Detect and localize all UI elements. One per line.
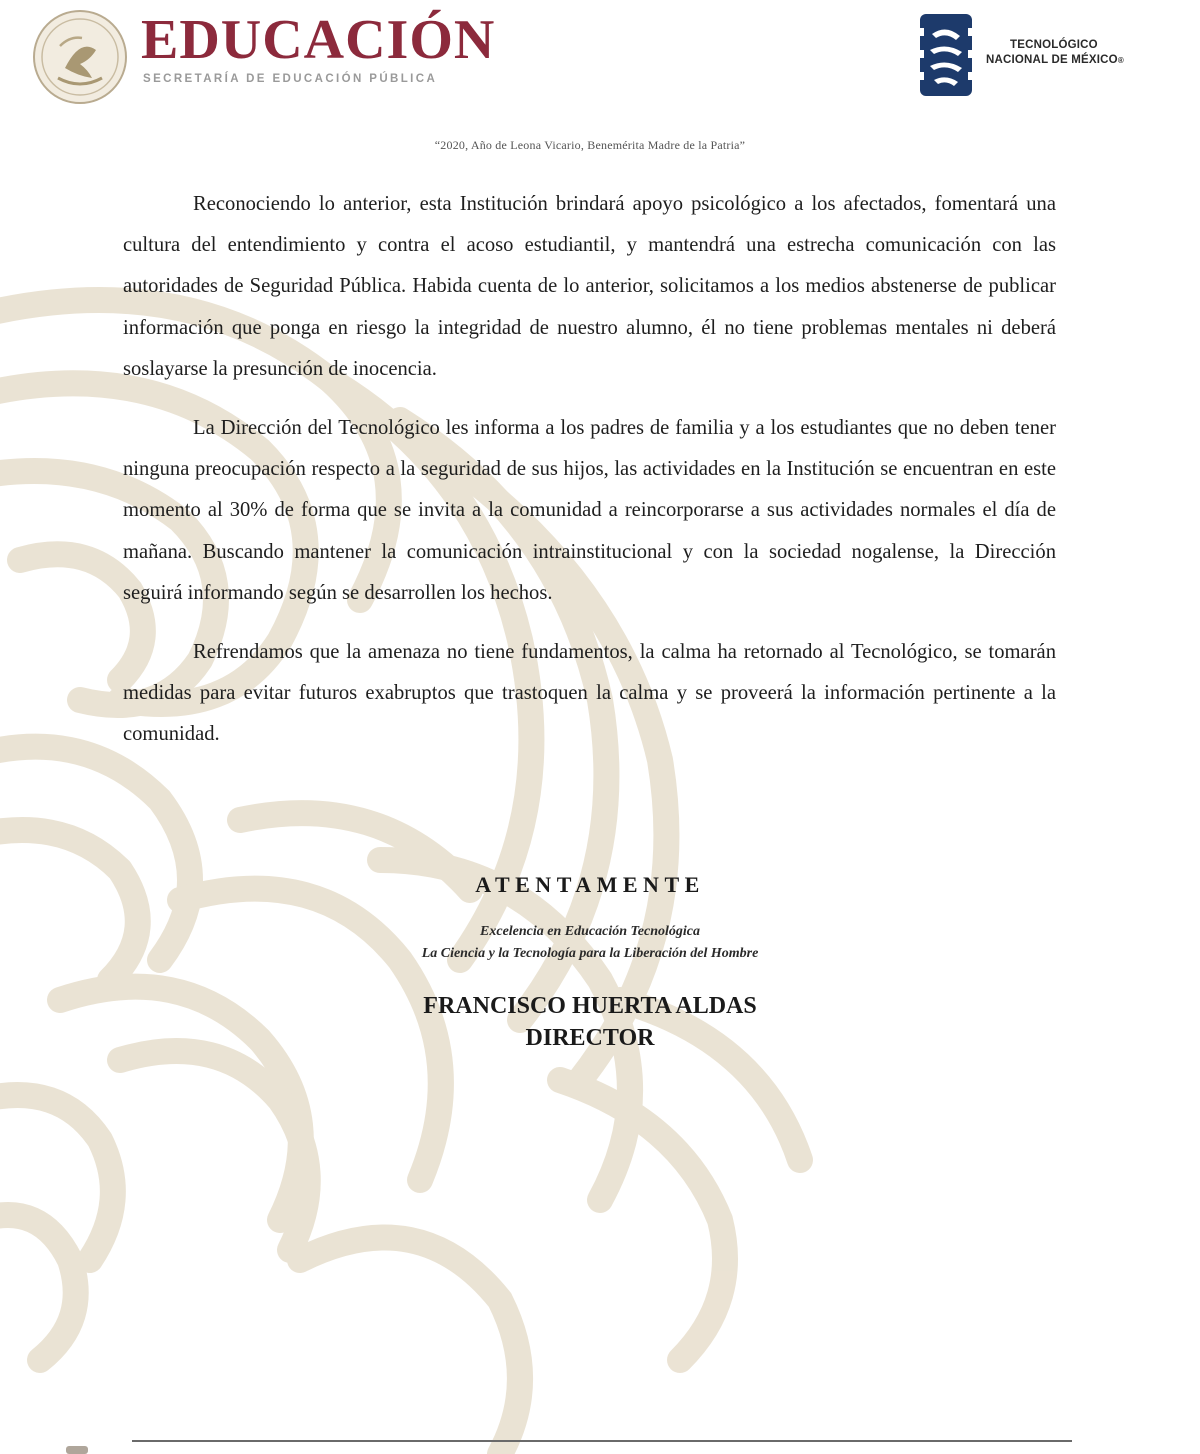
mexican-coat-of-arms-seal-icon [30, 8, 130, 106]
paragraph: Reconociendo lo anterior, esta Institución brindará apoyo psicológico a los afectados, fomentará una cultura del entendimiento y contra el acoso estudiantil, y mantendrá una estrecha comunicación con las autoridades de Seguridad Pública. Habida cuenta de lo anterior, solicitamos a los medios abstenerse de publicar información que ponga en riesgo la integridad de nuestro alumno, él no tiene problemas mentales ni deberá soslayarse la presunción de inocencia. [123, 193, 1056, 380]
signer-title: DIRECTOR [525, 1025, 655, 1051]
registered-mark: ® [1117, 56, 1124, 65]
footer-divider [132, 1440, 1072, 1442]
paragraph: La Dirección del Tecnológico les informa a los padres de familia y a los estudiantes que no deben tener ninguna preocupación respecto a la seguridad de sus hijos, las actividades en la Institución se encuentran en este momento al 30% de forma que se invita a la comunidad a reincorporarse a sus actividades normales el día de mañana. Buscando mantener la comunicación intrainstitucional y con la sociedad nogalense, la Dirección seguirá informando según se desarrollen los hechos. [123, 417, 1056, 604]
closing-salutation: ATENTAMENTE [475, 872, 705, 897]
institution-motto: La Ciencia y la Tecnología para la Liberación del Hombre [421, 946, 759, 961]
institution-name-line1: TECNOLÓGICO [1010, 39, 1098, 51]
institution-slogan: Excelencia en Educación Tecnológica [480, 924, 700, 939]
paragraph: Refrendamos que la amenaza no tiene fundamentos, la calma ha retornado al Tecnológico, se tomarán medidas para evitar futuros exabruptos que trastoquen la calma y se proveerá la información pertinente a la comunidad. [123, 641, 1056, 746]
agency-subtitle: SECRETARÍA DE EDUCACIÓN PÚBLICA [143, 73, 438, 85]
institution-name-line2-text: NACIONAL DE MÉXICO [986, 54, 1118, 66]
year-motto: “2020, Año de Leona Vicario, Benemérita Madre de la Patria” [434, 138, 746, 152]
institution-name [986, 38, 1124, 68]
footer-logo-icon [60, 1444, 120, 1454]
agency-title: EDUCACIÓN [141, 9, 496, 71]
letter-body [123, 184, 1056, 756]
tecnm-gear-logo-icon [916, 10, 976, 100]
signer-name: FRANCISCO HUERTA ALDAS [423, 993, 757, 1019]
institution-name-line2 [986, 53, 1124, 68]
